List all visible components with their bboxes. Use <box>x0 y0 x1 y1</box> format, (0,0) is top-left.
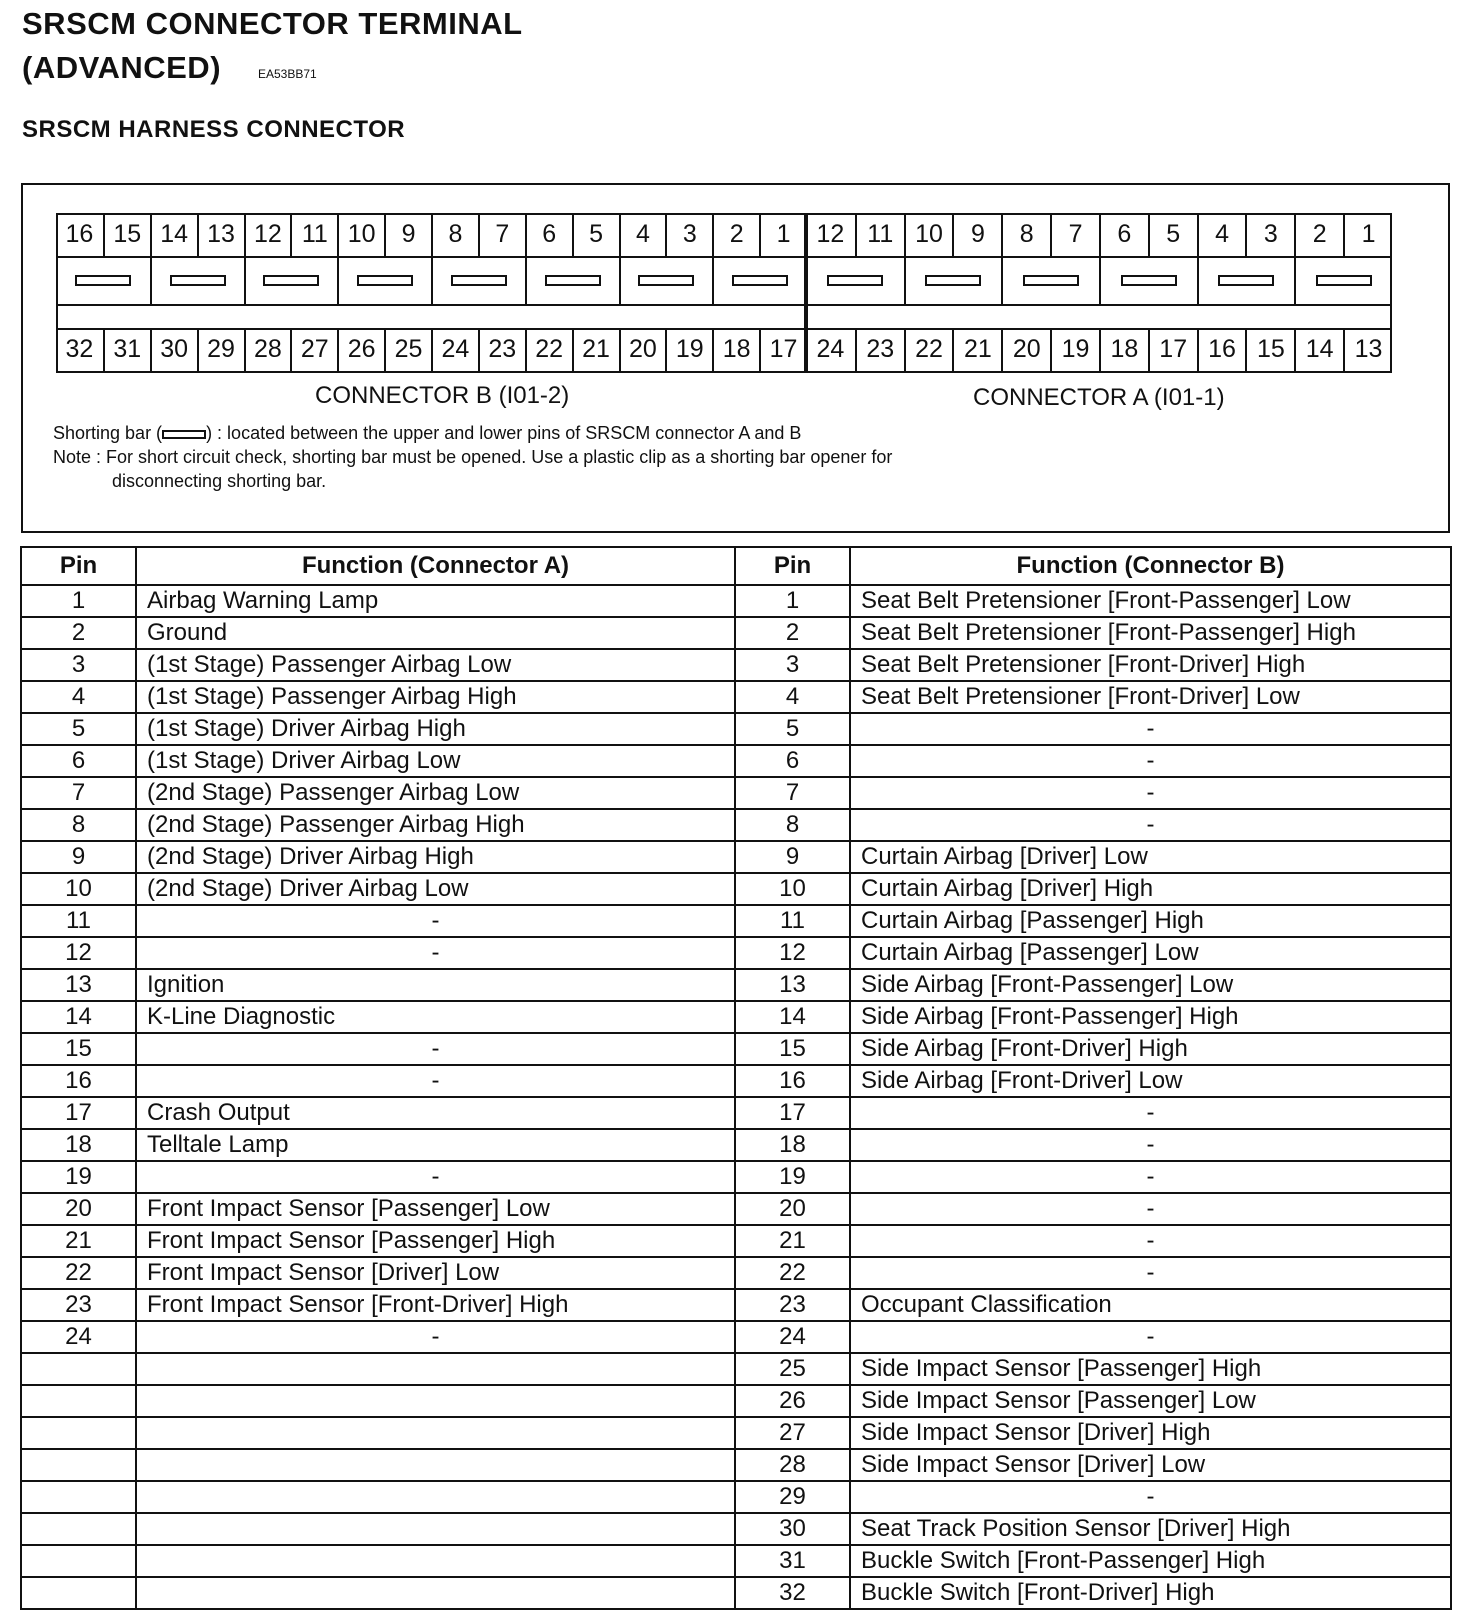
function-b-cell: Side Airbag [Front-Driver] Low <box>850 1065 1451 1097</box>
pin-b-cell: 1 <box>735 585 850 617</box>
pin-b-cell: 24 <box>735 1321 850 1353</box>
pin-number: 18 <box>712 328 759 371</box>
function-a-cell: (2nd Stage) Driver Airbag Low <box>136 873 735 905</box>
function-a-cell: (2nd Stage) Passenger Airbag High <box>136 809 735 841</box>
function-b-cell: Seat Belt Pretensioner [Front-Passenger] High <box>850 617 1451 649</box>
shorting-bar-pair <box>1294 256 1392 304</box>
function-a-cell <box>136 1449 735 1481</box>
pin-b-cell: 27 <box>735 1417 850 1449</box>
shorting-bar-icon <box>1316 275 1372 286</box>
pin-a-cell: 17 <box>21 1097 136 1129</box>
table-row <box>21 1449 1451 1481</box>
pin-number: 11 <box>855 213 904 256</box>
function-b-cell: Side Airbag [Front-Passenger] Low <box>850 969 1451 1001</box>
connector-a-top-pins <box>806 213 1392 256</box>
function-a-cell: Telltale Lamp <box>136 1129 735 1161</box>
pin-number: 6 <box>525 213 572 256</box>
function-a-cell <box>136 1417 735 1449</box>
shorting-bar-icon <box>451 275 507 286</box>
shorting-bar-pair <box>619 256 713 304</box>
connector-b-mid-divider <box>56 304 806 306</box>
pin-number: 20 <box>619 328 666 371</box>
pin-number: 14 <box>150 213 197 256</box>
pin-a-cell: 2 <box>21 617 136 649</box>
header-pin-b: Pin <box>735 547 850 585</box>
function-a-cell: Front Impact Sensor [Passenger] Low <box>136 1193 735 1225</box>
pin-b-cell: 12 <box>735 937 850 969</box>
pin-a-cell: 14 <box>21 1001 136 1033</box>
shorting-bar-pair <box>712 256 806 304</box>
table-row <box>21 585 1451 617</box>
table-header-row <box>21 547 1451 585</box>
connector-b-label: CONNECTOR B (I01-2) <box>315 382 570 409</box>
function-a-cell <box>136 1353 735 1385</box>
header-function-a: Function (Connector A) <box>136 547 735 585</box>
function-b-cell: - <box>850 1481 1451 1513</box>
shorting-bar-pair <box>431 256 525 304</box>
table-row <box>21 649 1451 681</box>
pin-number: 19 <box>1050 328 1099 371</box>
pin-a-cell: 16 <box>21 1065 136 1097</box>
function-b-cell: Seat Belt Pretensioner [Front-Driver] Low <box>850 681 1451 713</box>
pin-number: 25 <box>384 328 431 371</box>
pin-number: 18 <box>1099 328 1148 371</box>
pin-number: 8 <box>1001 213 1050 256</box>
function-a-cell: Front Impact Sensor [Front-Driver] High <box>136 1289 735 1321</box>
pin-number: 17 <box>1148 328 1197 371</box>
table-row <box>21 1577 1451 1609</box>
table-row <box>21 777 1451 809</box>
pin-number: 12 <box>816 220 845 248</box>
pin-b-cell: 26 <box>735 1385 850 1417</box>
pin-b-cell: 20 <box>735 1193 850 1225</box>
shorting-bar-pair <box>806 256 904 304</box>
pin-b-cell: 21 <box>735 1225 850 1257</box>
pin-a-cell: 11 <box>21 905 136 937</box>
table-row <box>21 1257 1451 1289</box>
connector-diagram <box>21 183 1450 533</box>
pin-number: 24 <box>816 335 845 363</box>
pin-a-cell: 15 <box>21 1033 136 1065</box>
function-b-cell: - <box>850 713 1451 745</box>
pin-a-cell: 9 <box>21 841 136 873</box>
connector-a-mid-divider <box>806 304 1392 306</box>
function-b-cell: - <box>850 1161 1451 1193</box>
table-row <box>21 1289 1451 1321</box>
shorting-bar-icon <box>1023 275 1079 286</box>
shorting-bar-pair <box>56 256 150 304</box>
function-a-cell: - <box>136 937 735 969</box>
function-b-cell: - <box>850 777 1451 809</box>
pin-number: 3 <box>1245 213 1294 256</box>
function-b-cell: Side Impact Sensor [Driver] High <box>850 1417 1451 1449</box>
shorting-bar-pair <box>337 256 431 304</box>
pin-number: 29 <box>197 328 244 371</box>
pin-a-cell: 10 <box>21 873 136 905</box>
page-title: SRSCM CONNECTOR TERMINAL <box>22 6 523 41</box>
pin-function-table <box>20 546 1452 1610</box>
table-row <box>21 1001 1451 1033</box>
pin-number: 17 <box>759 328 806 371</box>
connector-a-label: CONNECTOR A (I01-1) <box>973 384 1225 411</box>
pin-number: 7 <box>1050 213 1099 256</box>
function-a-cell: - <box>136 1065 735 1097</box>
function-a-cell: (1st Stage) Passenger Airbag High <box>136 681 735 713</box>
table-row <box>21 1353 1451 1385</box>
function-a-cell: - <box>136 1321 735 1353</box>
pin-a-cell <box>21 1353 136 1385</box>
shorting-bar-icon <box>1218 275 1274 286</box>
shorting-bar-pair <box>1001 256 1099 304</box>
function-b-cell: - <box>850 1097 1451 1129</box>
table-row <box>21 873 1451 905</box>
table-row <box>21 1545 1451 1577</box>
function-b-cell: Seat Belt Pretensioner [Front-Passenger] Low <box>850 585 1451 617</box>
pin-number: 15 <box>1245 328 1294 371</box>
function-a-cell: - <box>136 905 735 937</box>
document-code: EA53BB71 <box>258 67 317 81</box>
pin-b-cell: 23 <box>735 1289 850 1321</box>
pin-b-cell: 10 <box>735 873 850 905</box>
table-row <box>21 905 1451 937</box>
table-row <box>21 969 1451 1001</box>
pin-a-cell <box>21 1481 136 1513</box>
function-b-cell: - <box>850 1321 1451 1353</box>
pin-a-cell: 21 <box>21 1225 136 1257</box>
pin-a-cell <box>21 1513 136 1545</box>
pin-a-cell <box>21 1385 136 1417</box>
pin-b-cell: 13 <box>735 969 850 1001</box>
function-a-cell <box>136 1481 735 1513</box>
table-row <box>21 1065 1451 1097</box>
pin-a-cell <box>21 1417 136 1449</box>
table-row <box>21 937 1451 969</box>
pin-a-cell: 8 <box>21 809 136 841</box>
function-b-cell: Curtain Airbag [Passenger] Low <box>850 937 1451 969</box>
shorting-bar-icon <box>75 275 131 286</box>
pin-a-cell: 6 <box>21 745 136 777</box>
shorting-note-prefix: Shorting bar ( <box>53 423 163 443</box>
pin-number: 13 <box>197 213 244 256</box>
function-b-cell: - <box>850 1225 1451 1257</box>
pin-number: 9 <box>952 213 1001 256</box>
pin-number: 5 <box>1148 213 1197 256</box>
pin-number: 5 <box>572 213 619 256</box>
shorting-bar-icon <box>925 275 981 286</box>
shorting-bar-pair <box>1099 256 1197 304</box>
pin-b-cell: 17 <box>735 1097 850 1129</box>
function-b-cell: Seat Track Position Sensor [Driver] High <box>850 1513 1451 1545</box>
pin-b-cell: 28 <box>735 1449 850 1481</box>
pin-b-cell: 25 <box>735 1353 850 1385</box>
pin-number: 19 <box>665 328 712 371</box>
function-a-cell: Crash Output <box>136 1097 735 1129</box>
pin-a-cell: 5 <box>21 713 136 745</box>
pin-number: 30 <box>150 328 197 371</box>
function-a-cell: (1st Stage) Driver Airbag High <box>136 713 735 745</box>
page-title-qualifier: (ADVANCED) <box>22 50 222 85</box>
pin-number: 9 <box>384 213 431 256</box>
pin-number: 20 <box>1001 328 1050 371</box>
pin-number: 2 <box>712 213 759 256</box>
pin-number: 4 <box>619 213 666 256</box>
function-a-cell: - <box>136 1161 735 1193</box>
pin-number: 8 <box>431 213 478 256</box>
pin-number: 23 <box>478 328 525 371</box>
function-b-cell: Side Airbag [Front-Driver] High <box>850 1033 1451 1065</box>
function-a-cell: (2nd Stage) Passenger Airbag Low <box>136 777 735 809</box>
function-b-cell: Buckle Switch [Front-Passenger] High <box>850 1545 1451 1577</box>
pin-a-cell: 1 <box>21 585 136 617</box>
pin-b-cell: 3 <box>735 649 850 681</box>
table-row <box>21 809 1451 841</box>
pin-a-cell: 19 <box>21 1161 136 1193</box>
pin-number: 24 <box>431 328 478 371</box>
pin-b-cell: 6 <box>735 745 850 777</box>
pin-b-cell: 4 <box>735 681 850 713</box>
pin-a-cell <box>21 1577 136 1609</box>
connector-b-top-pins <box>56 213 806 256</box>
function-b-cell: Side Impact Sensor [Driver] Low <box>850 1449 1451 1481</box>
pin-number: 21 <box>952 328 1001 371</box>
table-row <box>21 1193 1451 1225</box>
table-row <box>21 1417 1451 1449</box>
pin-a-cell: 3 <box>21 649 136 681</box>
function-a-cell <box>136 1385 735 1417</box>
pin-a-cell: 20 <box>21 1193 136 1225</box>
pin-number: 12 <box>244 213 291 256</box>
shorting-note-suffix: ) : located between the upper and lower pins of SRSCM connector A and B <box>206 423 802 443</box>
pin-number: 31 <box>103 328 150 371</box>
function-b-cell: Seat Belt Pretensioner [Front-Driver] High <box>850 649 1451 681</box>
pin-b-cell: 5 <box>735 713 850 745</box>
pin-a-cell <box>21 1545 136 1577</box>
pin-number: 16 <box>1197 328 1246 371</box>
note-line-2: disconnecting shorting bar. <box>112 471 327 491</box>
table-row <box>21 1129 1451 1161</box>
connector-a-bottom-pins <box>806 328 1392 371</box>
function-b-cell: - <box>850 1129 1451 1161</box>
pin-a-cell: 23 <box>21 1289 136 1321</box>
function-b-cell: Occupant Classification <box>850 1289 1451 1321</box>
pin-b-cell: 14 <box>735 1001 850 1033</box>
pin-b-cell: 15 <box>735 1033 850 1065</box>
pin-number: 11 <box>290 213 337 256</box>
pin-number: 22 <box>904 328 953 371</box>
function-a-cell: - <box>136 1033 735 1065</box>
shorting-bar-icon <box>638 275 694 286</box>
pin-number: 4 <box>1197 213 1246 256</box>
shorting-bar-icon <box>827 275 883 286</box>
function-b-cell: Buckle Switch [Front-Driver] High <box>850 1577 1451 1609</box>
function-b-cell: Side Airbag [Front-Passenger] High <box>850 1001 1451 1033</box>
pin-number: 22 <box>525 328 572 371</box>
pin-number: 10 <box>904 213 953 256</box>
function-a-cell: Ignition <box>136 969 735 1001</box>
shorting-bar-icon <box>162 430 206 439</box>
pin-number: 13 <box>1343 328 1392 371</box>
note-line-1: Note : For short circuit check, shorting bar must be opened. Use a plastic clip as a shorting bar opener for <box>53 447 893 467</box>
connector-a-shorting-bars <box>806 256 1392 304</box>
table-row <box>21 1225 1451 1257</box>
pin-b-cell: 7 <box>735 777 850 809</box>
function-a-cell: (2nd Stage) Driver Airbag High <box>136 841 735 873</box>
shorting-bar-icon <box>170 275 226 286</box>
table-row <box>21 1161 1451 1193</box>
function-a-cell: K-Line Diagnostic <box>136 1001 735 1033</box>
shorting-bar-pair <box>525 256 619 304</box>
pin-a-cell: 4 <box>21 681 136 713</box>
function-b-cell: Curtain Airbag [Passenger] High <box>850 905 1451 937</box>
pin-b-cell: 18 <box>735 1129 850 1161</box>
table-row <box>21 1481 1451 1513</box>
table-row <box>21 745 1451 777</box>
connector-b-bottom-pins <box>56 328 806 371</box>
table-row <box>21 1033 1451 1065</box>
pin-b-cell: 2 <box>735 617 850 649</box>
pin-number: 15 <box>103 213 150 256</box>
pin-number: 23 <box>855 328 904 371</box>
table-row <box>21 1321 1451 1353</box>
pin-b-cell: 31 <box>735 1545 850 1577</box>
table-row <box>21 841 1451 873</box>
pin-number: 3 <box>665 213 712 256</box>
shorting-bar-pair <box>1197 256 1295 304</box>
shorting-bar-icon <box>357 275 413 286</box>
pin-a-cell: 18 <box>21 1129 136 1161</box>
header-pin-a: Pin <box>21 547 136 585</box>
pin-number: 32 <box>65 335 94 363</box>
pin-number: 26 <box>337 328 384 371</box>
table-row <box>21 681 1451 713</box>
function-a-cell <box>136 1577 735 1609</box>
pin-number: 1 <box>759 213 806 256</box>
function-a-cell: Front Impact Sensor [Passenger] High <box>136 1225 735 1257</box>
header-function-b: Function (Connector B) <box>850 547 1451 585</box>
function-b-cell: - <box>850 1257 1451 1289</box>
pin-b-cell: 32 <box>735 1577 850 1609</box>
shorting-bar-pair <box>904 256 1002 304</box>
pin-b-cell: 30 <box>735 1513 850 1545</box>
function-a-cell <box>136 1545 735 1577</box>
function-a-cell: Airbag Warning Lamp <box>136 585 735 617</box>
shorting-bar-icon <box>1121 275 1177 286</box>
pin-b-cell: 22 <box>735 1257 850 1289</box>
pin-number: 2 <box>1294 213 1343 256</box>
pin-b-cell: 8 <box>735 809 850 841</box>
table-row <box>21 617 1451 649</box>
pin-number: 27 <box>290 328 337 371</box>
shorting-bar-icon <box>732 275 788 286</box>
pin-number: 7 <box>478 213 525 256</box>
function-a-cell: (1st Stage) Passenger Airbag Low <box>136 649 735 681</box>
pin-a-cell: 13 <box>21 969 136 1001</box>
table-row <box>21 1385 1451 1417</box>
pin-number: 16 <box>65 220 94 248</box>
pin-b-cell: 19 <box>735 1161 850 1193</box>
pin-number: 21 <box>572 328 619 371</box>
pin-a-cell: 22 <box>21 1257 136 1289</box>
connector-b-shorting-bars <box>56 256 806 304</box>
pin-number: 6 <box>1099 213 1148 256</box>
function-b-cell: Side Impact Sensor [Passenger] High <box>850 1353 1451 1385</box>
pin-b-cell: 29 <box>735 1481 850 1513</box>
pin-a-cell: 12 <box>21 937 136 969</box>
pin-number: 14 <box>1294 328 1343 371</box>
table-row <box>21 713 1451 745</box>
shorting-bar-pair <box>150 256 244 304</box>
pin-a-cell <box>21 1449 136 1481</box>
function-b-cell: - <box>850 809 1451 841</box>
function-b-cell: Curtain Airbag [Driver] Low <box>850 841 1451 873</box>
table-row <box>21 1097 1451 1129</box>
shorting-bar-pair <box>244 256 338 304</box>
function-b-cell: - <box>850 1193 1451 1225</box>
pin-b-cell: 16 <box>735 1065 850 1097</box>
function-b-cell: - <box>850 745 1451 777</box>
pin-number: 1 <box>1343 213 1392 256</box>
function-a-cell <box>136 1513 735 1545</box>
pin-b-cell: 11 <box>735 905 850 937</box>
table-row <box>21 1513 1451 1545</box>
shorting-bar-note <box>53 421 801 445</box>
function-b-cell: Side Impact Sensor [Passenger] Low <box>850 1385 1451 1417</box>
pin-a-cell: 24 <box>21 1321 136 1353</box>
function-b-cell: Curtain Airbag [Driver] High <box>850 873 1451 905</box>
pin-a-cell: 7 <box>21 777 136 809</box>
pin-b-cell: 9 <box>735 841 850 873</box>
shorting-bar-icon <box>545 275 601 286</box>
function-a-cell: Ground <box>136 617 735 649</box>
pin-number: 28 <box>244 328 291 371</box>
pin-number: 10 <box>337 213 384 256</box>
function-a-cell: Front Impact Sensor [Driver] Low <box>136 1257 735 1289</box>
section-heading: SRSCM HARNESS CONNECTOR <box>22 116 406 143</box>
shorting-bar-icon <box>263 275 319 286</box>
function-a-cell: (1st Stage) Driver Airbag Low <box>136 745 735 777</box>
